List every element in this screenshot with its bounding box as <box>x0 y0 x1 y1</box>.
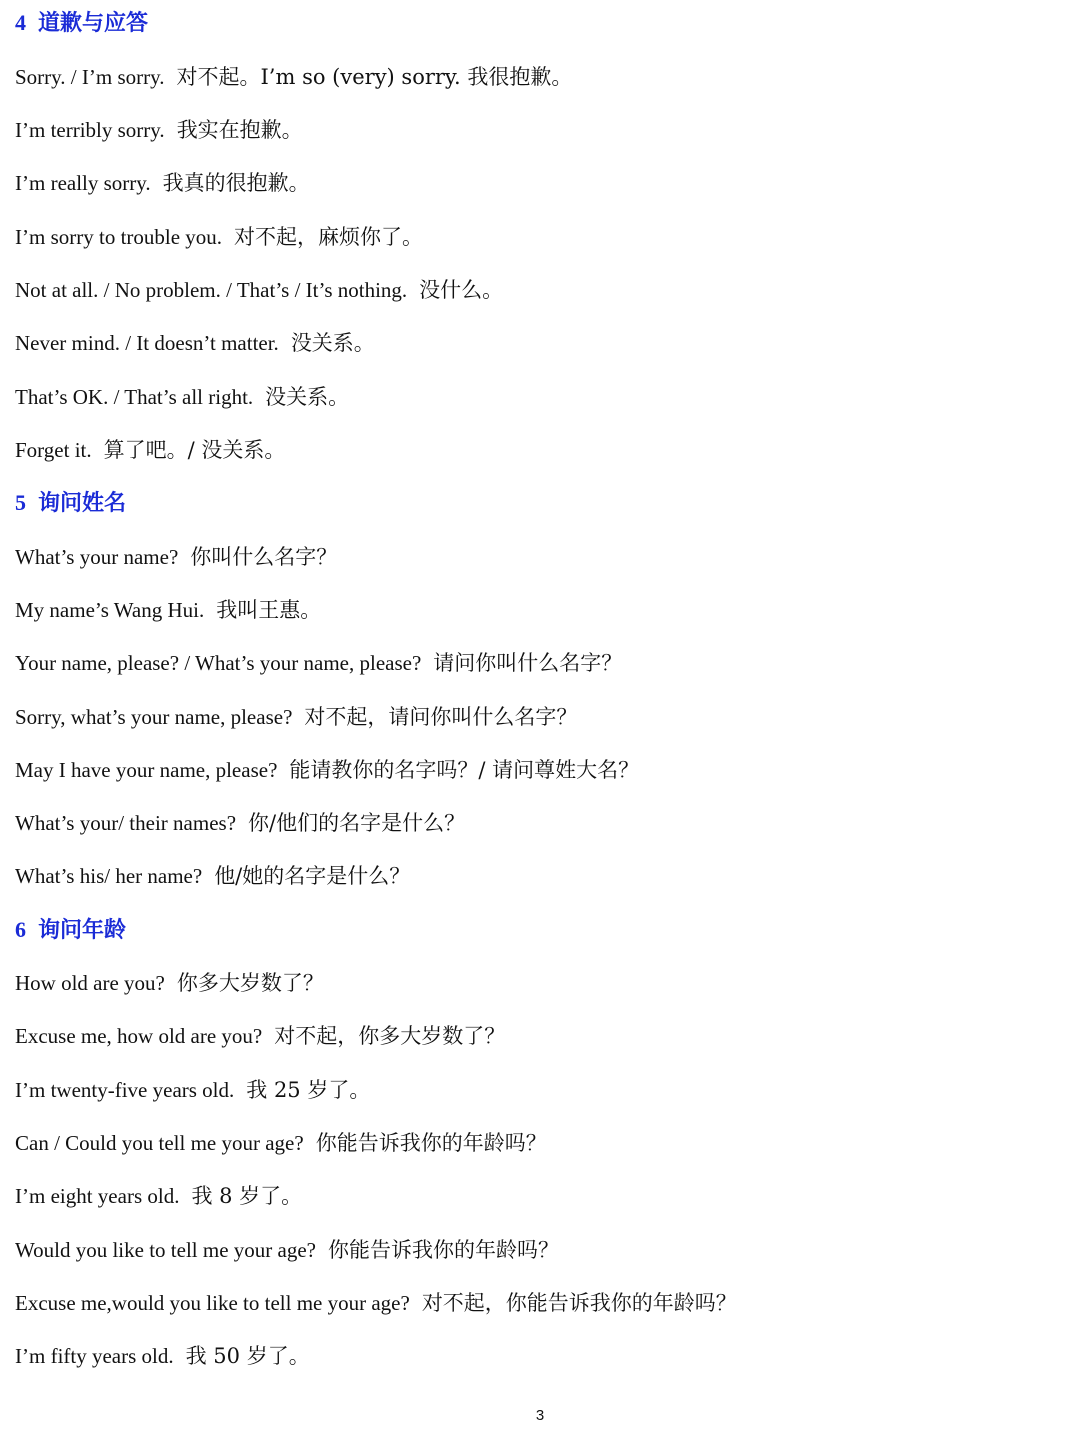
section-title: 道歉与应答 <box>38 10 149 35</box>
page-number: 3 <box>535 1407 545 1424</box>
chinese-translation: 我真的很抱歉。 <box>162 171 310 195</box>
phrase-line <box>15 1125 547 1161</box>
phrase-line <box>15 1232 559 1268</box>
chinese-translation: 你能告诉我你的年龄吗？ <box>315 1131 547 1155</box>
section-number: 4 <box>15 10 26 35</box>
english-phrase: May I have your name, please? <box>15 758 278 782</box>
english-phrase: That’s OK. / That’s all right. <box>15 385 254 409</box>
section-number: 6 <box>15 917 26 942</box>
chinese-translation: 我 50 岁了。 <box>185 1344 310 1368</box>
phrase-line <box>15 805 465 841</box>
phrase-line <box>15 858 410 894</box>
chinese-translation: 你多大岁数了？ <box>176 971 324 995</box>
english-phrase: Excuse me,would you like to tell me your age? <box>15 1291 410 1315</box>
section-title: 询问年龄 <box>38 917 127 942</box>
phrase-line <box>15 1338 310 1374</box>
phrase-line <box>15 379 349 415</box>
phrase-line <box>15 165 310 201</box>
chinese-translation: 你叫什么名字？ <box>190 545 338 569</box>
english-phrase: I’m eight years old. <box>15 1184 180 1208</box>
english-phrase: My name’s Wang Hui. <box>15 598 205 622</box>
english-phrase: Excuse me, how old are you? <box>15 1024 263 1048</box>
phrase-line <box>15 272 503 308</box>
english-phrase: I’m really sorry. <box>15 171 151 195</box>
section-number: 5 <box>15 490 26 515</box>
english-phrase: What’s his/ her name? <box>15 864 203 888</box>
phrase-line <box>15 1018 505 1054</box>
english-phrase: What’s your name? <box>15 545 179 569</box>
phrase-line <box>15 965 324 1001</box>
phrase-line <box>15 1072 370 1108</box>
section-heading <box>15 485 126 521</box>
phrase-line <box>15 432 285 468</box>
chinese-translation: 对不起，你多大岁数了？ <box>274 1024 506 1048</box>
chinese-translation: 我实在抱歉。 <box>176 118 303 142</box>
chinese-translation: 我叫王惠。 <box>216 598 322 622</box>
chinese-translation: 算了吧。/ 没关系。 <box>103 438 286 462</box>
english-phrase: How old are you? <box>15 971 165 995</box>
phrase-line <box>15 219 423 255</box>
english-phrase: I’m sorry to trouble you. <box>15 225 223 249</box>
chinese-translation: 对不起，你能告诉我你的年龄吗？ <box>421 1291 737 1315</box>
english-phrase: Would you like to tell me your age? <box>15 1238 316 1262</box>
chinese-translation: 他/她的名字是什么？ <box>214 864 411 888</box>
english-phrase: Not at all. / No problem. / That’s / It’s nothing. <box>15 278 408 302</box>
english-phrase: Sorry, what’s your name, please? <box>15 705 293 729</box>
phrase-line <box>15 112 303 148</box>
phrase-line <box>15 325 375 361</box>
phrase-line <box>15 645 622 681</box>
phrase-line <box>15 752 639 788</box>
chinese-translation: 没关系。 <box>265 385 350 409</box>
chinese-translation: 没什么。 <box>419 278 504 302</box>
english-phrase: I’m twenty-five years old. <box>15 1078 235 1102</box>
english-phrase: Your name, please? / What’s your name, please? <box>15 651 422 675</box>
section-heading <box>15 5 148 41</box>
chinese-translation: 我 25 岁了。 <box>246 1078 371 1102</box>
section-title: 询问姓名 <box>38 490 127 515</box>
chinese-translation: 请问你叫什么名字？ <box>433 651 623 675</box>
chinese-translation: 能请教你的名字吗？/ 请问尊姓大名？ <box>289 758 640 782</box>
chinese-translation: 对不起。I’m so (very) sorry. 我很抱歉。 <box>176 65 573 89</box>
english-phrase: What’s your/ their names? <box>15 811 237 835</box>
section-heading <box>15 912 126 948</box>
chinese-translation: 你能告诉我你的年龄吗？ <box>327 1238 559 1262</box>
english-phrase: I’m fifty years old. <box>15 1344 174 1368</box>
chinese-translation: 没关系。 <box>290 331 375 355</box>
english-phrase: Forget it. <box>15 438 92 462</box>
phrase-line <box>15 1178 302 1214</box>
english-phrase: Never mind. / It doesn’t matter. <box>15 331 279 355</box>
phrase-line <box>15 699 577 735</box>
chinese-translation: 对不起，请问你叫什么名字？ <box>304 705 578 729</box>
chinese-translation: 对不起，麻烦你了。 <box>234 225 424 249</box>
phrase-line <box>15 539 337 575</box>
chinese-translation: 你/他们的名字是什么？ <box>248 811 466 835</box>
chinese-translation: 我 8 岁了。 <box>191 1184 303 1208</box>
phrase-line <box>15 1285 737 1321</box>
phrase-line <box>15 592 321 628</box>
english-phrase: Sorry. / I’m sorry. <box>15 65 165 89</box>
phrase-line <box>15 59 572 95</box>
english-phrase: Can / Could you tell me your age? <box>15 1131 304 1155</box>
english-phrase: I’m terribly sorry. <box>15 118 165 142</box>
